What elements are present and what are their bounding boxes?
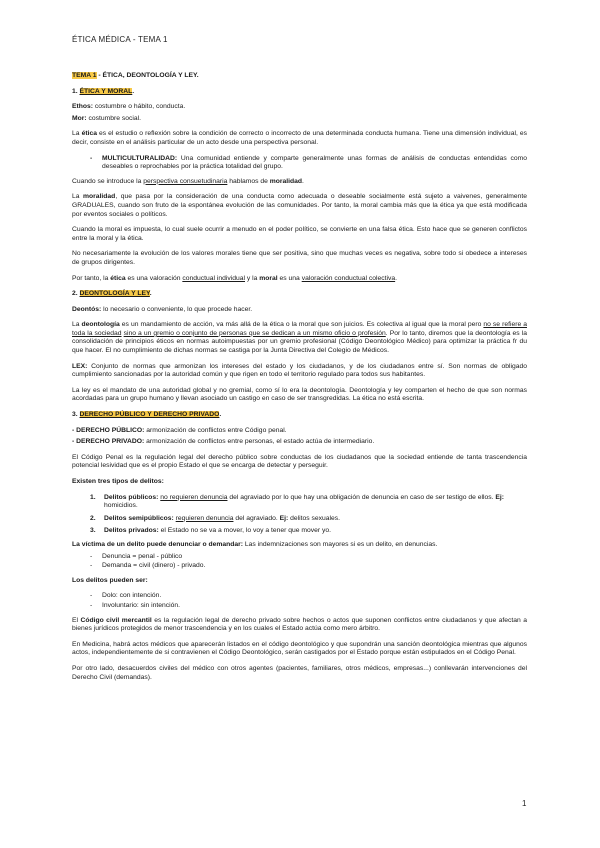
paragraph-etica: La ética es el estudio o reflexión sobre la condición de correcto o incorrecto de una determinada conducta humana. Tiene una dimensión individual, es decir, consiste en el análisis particular de un acto desde una perspectiva personal.	[72, 130, 527, 146]
tipos-delitos-heading: Existen tres tipos de delitos:	[72, 478, 164, 485]
list-item: - Involuntario: sin intención.	[90, 601, 181, 609]
etica-term: ética	[81, 130, 97, 138]
page-header: ÉTICA MÉDICA - TEMA 1	[72, 35, 168, 44]
paragraph-ley: La ley es el mandato de una autoridad global y no gremial, como sí lo era la deontología. Deontología y ley comparten el hecho de que son normas acordadas para un grupo humano y llevan asociado un castigo en caso de ser transgredidas. La ética no está escrita.	[72, 386, 527, 403]
definition-mor	[72, 115, 527, 124]
section-2-title: DEONTOLOGÍA Y LEY	[79, 290, 150, 298]
paragraph-moralidad: La moralidad, que pasa por la consideración de una conducta como adecuada o deseable socialmente está sujeto a vaivenes, generalmente GRADUALES, cuando son fruto de la espontánea evolución de las comunidades. Por tanto, la moral cambia más que la ética ya que está modificada por eventos sociales o políticos.	[72, 193, 527, 218]
list-item: 1. Delitos públicos: no requieren denuncia del agraviado por lo que hay una obligación de denuncia en caso de ser testigo de ellos. Ej: homicidios.	[90, 493, 505, 510]
perspectiva-underlined: perspectiva consuetudinaria	[143, 177, 228, 185]
list-item: - Dolo: con intención.	[90, 592, 162, 600]
paragraph-moral-impuesta: Cuando la moral es impuesta, lo cual suele ocurrir a menudo en el poder político, se convierte en una falsa ética. Esto hace que se generen conflictos entre la moral y la ética.	[72, 226, 527, 242]
paragraph-codigo-civil: El Código civil mercantil es la regulación legal de derecho privado sobre hechos o actos que suponen conflictos entre ciudadanos y que afectan a bienes jurídicos protegidos de menor trascendencia y en los cuales el Estado actúa como mero árbitro.	[72, 616, 528, 633]
paragraph-victima: La víctima de un delito puede denunciar o demandar: Las indemnizaciones son mayores si es un delito, en denuncias.	[72, 540, 438, 548]
delitos-list	[90, 494, 527, 536]
title-highlight: TEMA 1	[72, 72, 97, 79]
mor-term: Mor:	[72, 114, 87, 122]
paragraph-medicina: En Medicina, habrá actos médicos que aparecerán listados en el código deontológico y que supondrán una sanción deontológica mientras que algunos actos, independientemente de si contravienen el Código Deontológico, serán castigados por el Estado porque están estipulados en el Código Penal.	[72, 640, 527, 657]
section-1-title: ÉTICA Y MORAL	[79, 87, 133, 95]
dolo-list	[90, 592, 527, 610]
mor-definition: costumbre social.	[86, 114, 142, 122]
paragraph-por-tanto: Por tanto, la ética es una valoración conductual individual y la moral es una valoración conductual colectiva.	[72, 274, 398, 282]
list-item: - Demanda = civil (dinero) - privado.	[90, 562, 206, 570]
definition-deontos: Deontós: lo necesario o conveniente, lo que procede hacer.	[72, 305, 253, 313]
multiculturalidad-term: MULTICULTURALIDAD:	[102, 154, 178, 162]
paragraph-codigo-penal: El Código Penal es la regulación legal del derecho público sobre conductas de los ciudadanos que la sociedad entiende de tanta trascendencia potencial lesividad que es el propio Estado el que se encarga de detectar y perseguir.	[72, 453, 527, 470]
paragraph-perspectiva: Cuando se introduce la perspectiva consuetudinaria hablamos de moralidad.	[72, 177, 304, 185]
paragraph-evolucion: No necesariamente la evolución de los valores morales tiene que ser positiva, sino que muchas veces es negativa, sobre todo si obedece a intereses de grupos dirigentes.	[72, 250, 527, 266]
section-3-heading: 3. DERECHO PÚBLICO Y DERECHO PRIVADO.	[72, 411, 222, 419]
list-item: - Denuncia = penal - público	[90, 552, 183, 560]
section-2-number: 2.	[72, 290, 80, 298]
document-title	[72, 72, 527, 81]
paragraph-deontologia: La deontología es un mandamiento de acción, va más allá de la ética o la moral que son juicios. Es colectiva al igual que la moral pero no se refiere a toda la sociedad sino a un gremio o conjunto de personas que se dedican a un mismo oficio o profesión. Por lo tanto, diremos que la deontología es la consolidación de principios éticos en normas autoimpuestas por un gremio profesional (Código Deontológico Médico) para optimizar la práctica fr du que hacer. El no cumplimiento de dichas normas se castiga por la Junta Directiva del Colegio de Médicos.	[72, 321, 527, 355]
multiculturalidad-text: Una comunidad entiende y comparte generalmente unas formas de análisis de conductas entendidas como deseables o reprochables por la práctica totalidad del grupo.	[102, 154, 527, 171]
section-1-number: 1.	[72, 87, 80, 95]
paragraph-otro-lado: Por otro lado, desacuerdos civiles del médico con otros agentes (pacientes, familiares, otros médicos, empresas...) conllevarán intervenciones del Derecho Civil (demandas).	[72, 664, 527, 681]
definition-lex: LEX: Conjunto de normas que armonizan los intereses del estado y los ciudadanos, y de los ciudadanos entre sí. Son normas de obligado cumplimiento sancionadas por la autoridad común y que rigen en todo el territorio regulado para todos sus habitantes.	[72, 362, 527, 379]
bullet-multiculturalidad	[90, 155, 527, 172]
denuncia-demanda-list	[90, 553, 527, 571]
section-2-heading: 2. DEONTOLOGÍA Y LEY.	[72, 290, 152, 298]
title-text: - ÉTICA, DEONTOLOGÍA Y LEY.	[96, 72, 199, 79]
page-number: 1	[522, 799, 527, 808]
section-3-title: DERECHO PÚBLICO Y DERECHO PRIVADO	[79, 411, 220, 419]
definition-derecho-privado: - DERECHO PRIVADO: armonización de conflictos entre personas, el estado actúa de intermediario.	[72, 438, 375, 446]
bullet-dash: -	[90, 154, 93, 162]
document-body	[72, 72, 527, 689]
section-3-number: 3.	[72, 411, 80, 419]
section-1-heading: 1. ÉTICA Y MORAL.	[72, 87, 135, 95]
definition-derecho-publico: - DERECHO PÚBLICO: armonización de conflictos entre Código penal.	[72, 426, 287, 434]
definition-ethos	[72, 103, 527, 112]
ethos-definition: costumbre o hábito, conducta.	[93, 103, 186, 111]
list-item: 2. Delitos semipúblicos: requieren denuncia del agraviado. Ej: delitos sexuales.	[90, 514, 341, 522]
ethos-term: Ethos:	[72, 103, 93, 111]
list-item: 3. Delitos privados: el Estado no se va a mover, lo voy a tener que mover yo.	[90, 527, 331, 535]
delitos-pueden-heading: Los delitos pueden ser:	[72, 576, 148, 584]
